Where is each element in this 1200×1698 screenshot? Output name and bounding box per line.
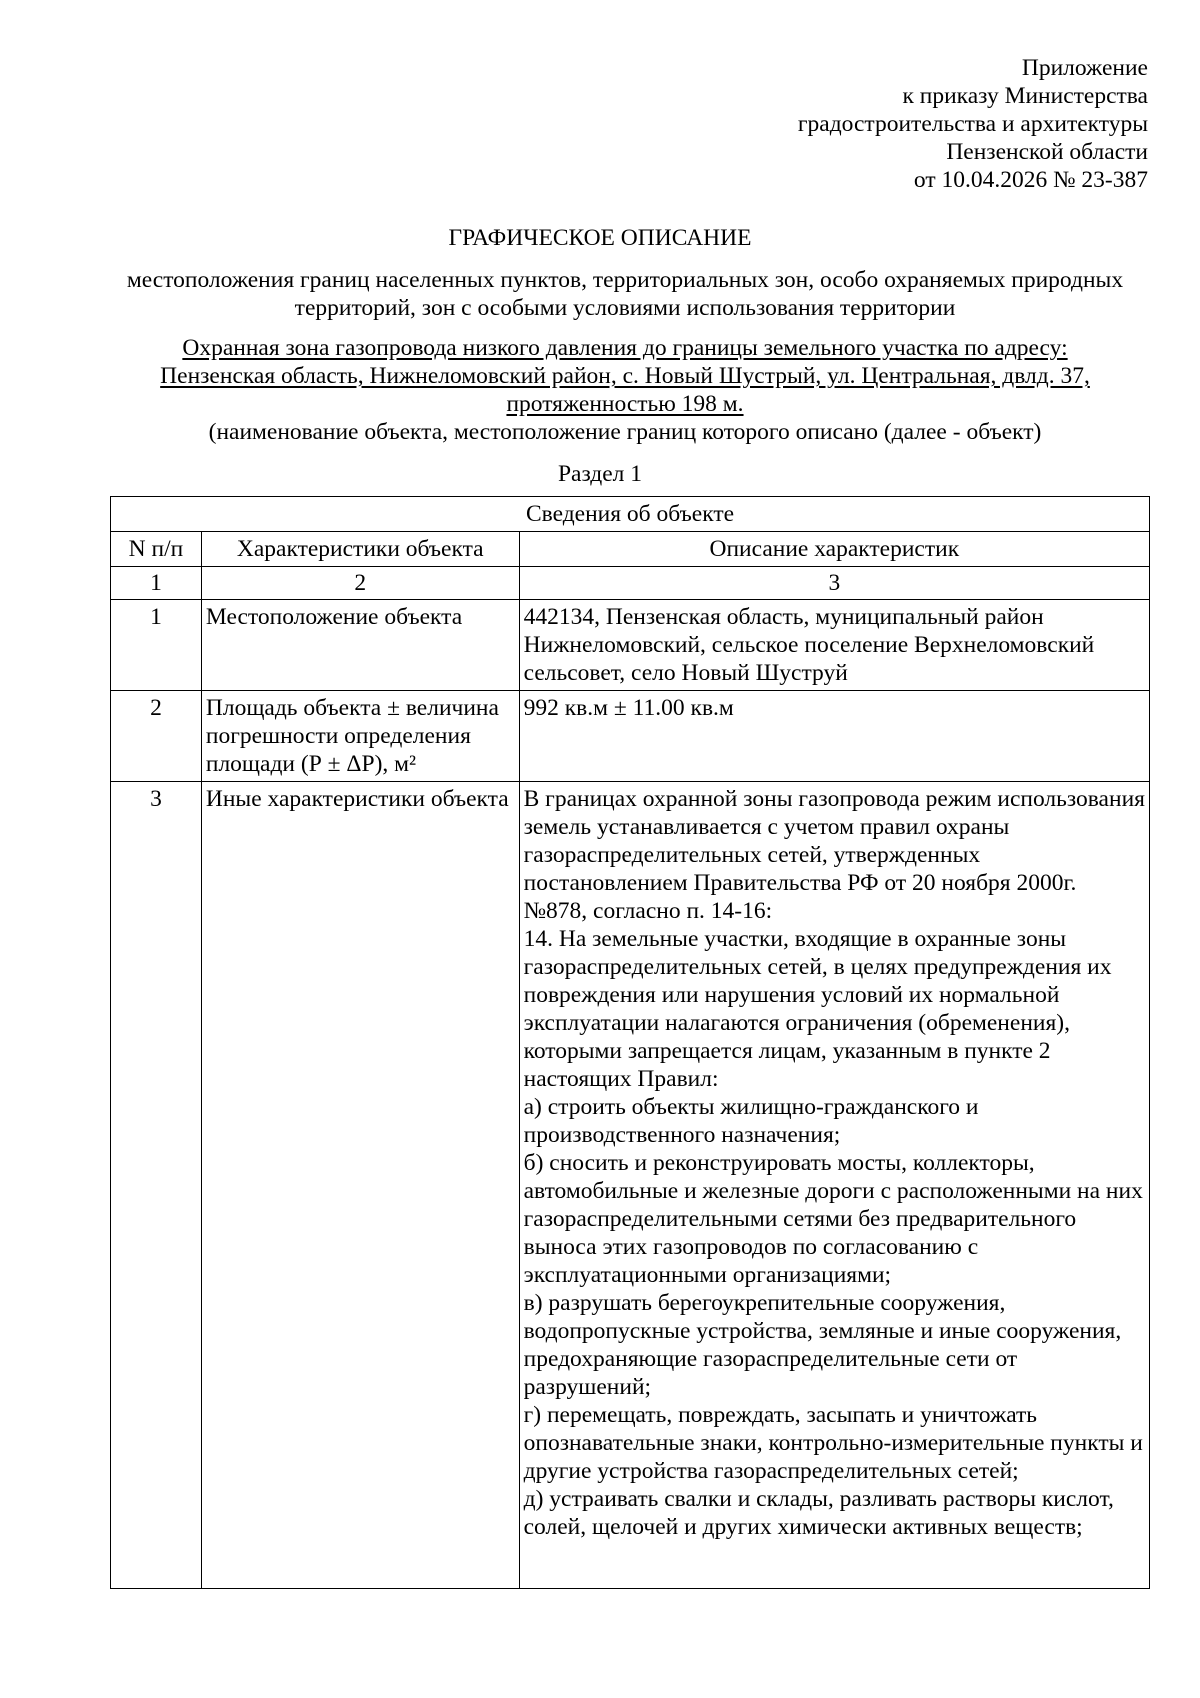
header-number: N п/п	[111, 532, 202, 567]
rules-item-14: 14. На земельные участки, входящие в охранные зоны газораспределительных сетей, в целях предупреждения их повреждения или нарушения условий их нормальной эксплуатации налагаются ограничения (обременения), которыми запрещается лицам, указанным в пункте 2 настоящих Правил:	[523, 926, 1112, 1092]
column-number: 2	[201, 567, 519, 600]
row-number: 3	[111, 782, 202, 1589]
document-subtitle: местоположения границ населенных пунктов, территориальных зон, особо охраняемых природных территорий, зон с особыми условиями использования территории	[126, 267, 1124, 321]
document-title: ГРАФИЧЕСКОЕ ОПИСАНИЕ	[448, 225, 752, 251]
row-number: 1	[111, 600, 202, 691]
column-number: 3	[519, 567, 1149, 600]
appendix-ministry-line: градостроительства и архитектуры	[797, 111, 1148, 137]
object-name-line-3: протяженностью 198 м.	[506, 391, 744, 417]
object-name-line-1: Охранная зона газопровода низкого давления до границы земельного участка по адресу:	[182, 335, 1068, 361]
object-caption: (наименование объекта, местоположение границ которого описано (далее - объект)	[208, 419, 1042, 445]
row-number: 2	[111, 691, 202, 782]
row-characteristic: Местоположение объекта	[201, 600, 519, 691]
row-description: 992 кв.м ± 11.00 кв.м	[519, 691, 1149, 782]
rules-intro-paragraph: В границах охранной зоны газопровода режим использования земель устанавливается с учетом правил охраны газораспределительных сетей, утвержденных постановлением Правительства РФ от 20 ноября 2000г. №878, согласно п. 14-16:	[523, 786, 1145, 924]
object-name-line-2: Пензенская область, Нижнеломовский район, с. Новый Шустрый, ул. Центральная, двлд. 37,	[160, 363, 1090, 389]
row-characteristic: Площадь объекта ± величина погрешности определения площади (Р ± ΔР), м²	[201, 691, 519, 782]
appendix-line: Приложение	[1021, 55, 1148, 81]
table-row	[111, 600, 1150, 691]
column-number: 1	[111, 567, 202, 600]
appendix-date-number: от 10.04.2026 № 23-387	[913, 167, 1148, 193]
table-caption: Сведения об объекте	[111, 497, 1150, 532]
rules-item-a: а) строить объекты жилищно-гражданского и производственного назначения;	[523, 1094, 979, 1148]
appendix-order-line: к приказу Министерства	[902, 83, 1148, 109]
table-row	[111, 782, 1150, 1589]
table-header-row	[111, 532, 1150, 567]
section-label: Раздел 1	[557, 461, 643, 487]
rules-item-v: в) разрушать берегоукрепительные сооружения, водопропускные устройства, земляные и иные сооружения, предохраняющие газораспределительные сети от разрушений;	[523, 1290, 1122, 1400]
rules-item-d: д) устраивать свалки и склады, разливать растворы кислот, солей, щелочей и других химически активных веществ;	[523, 1486, 1114, 1540]
object-info-table	[110, 496, 1150, 1589]
table-caption-row	[111, 497, 1150, 532]
column-numbers-row	[111, 567, 1150, 600]
appendix-region-line: Пензенской области	[946, 139, 1148, 165]
row-description: 442134, Пензенская область, муниципальный район Нижнеломовский, сельское поселение Верхнеломовский сельсовет, село Новый Шуструй	[519, 600, 1149, 691]
rules-item-g: г) перемещать, повреждать, засыпать и уничтожать опознавательные знаки, контрольно-измерительные пункты и другие устройства газораспределительных сетей;	[523, 1402, 1143, 1484]
header-characteristics: Характеристики объекта	[201, 532, 519, 567]
object-block	[100, 334, 1150, 446]
appendix-block	[648, 54, 1148, 194]
header-description: Описание характеристик	[519, 532, 1149, 567]
row-description	[519, 782, 1149, 1589]
rules-item-b: б) сносить и реконструировать мосты, коллекторы, автомобильные и железные дороги с расположенными на них газораспределительными сетями без предварительного выноса этих газопроводов по согласованию с эксплуатационными организациями;	[523, 1150, 1143, 1288]
row-characteristic: Иные характеристики объекта	[201, 782, 519, 1589]
table-row	[111, 691, 1150, 782]
